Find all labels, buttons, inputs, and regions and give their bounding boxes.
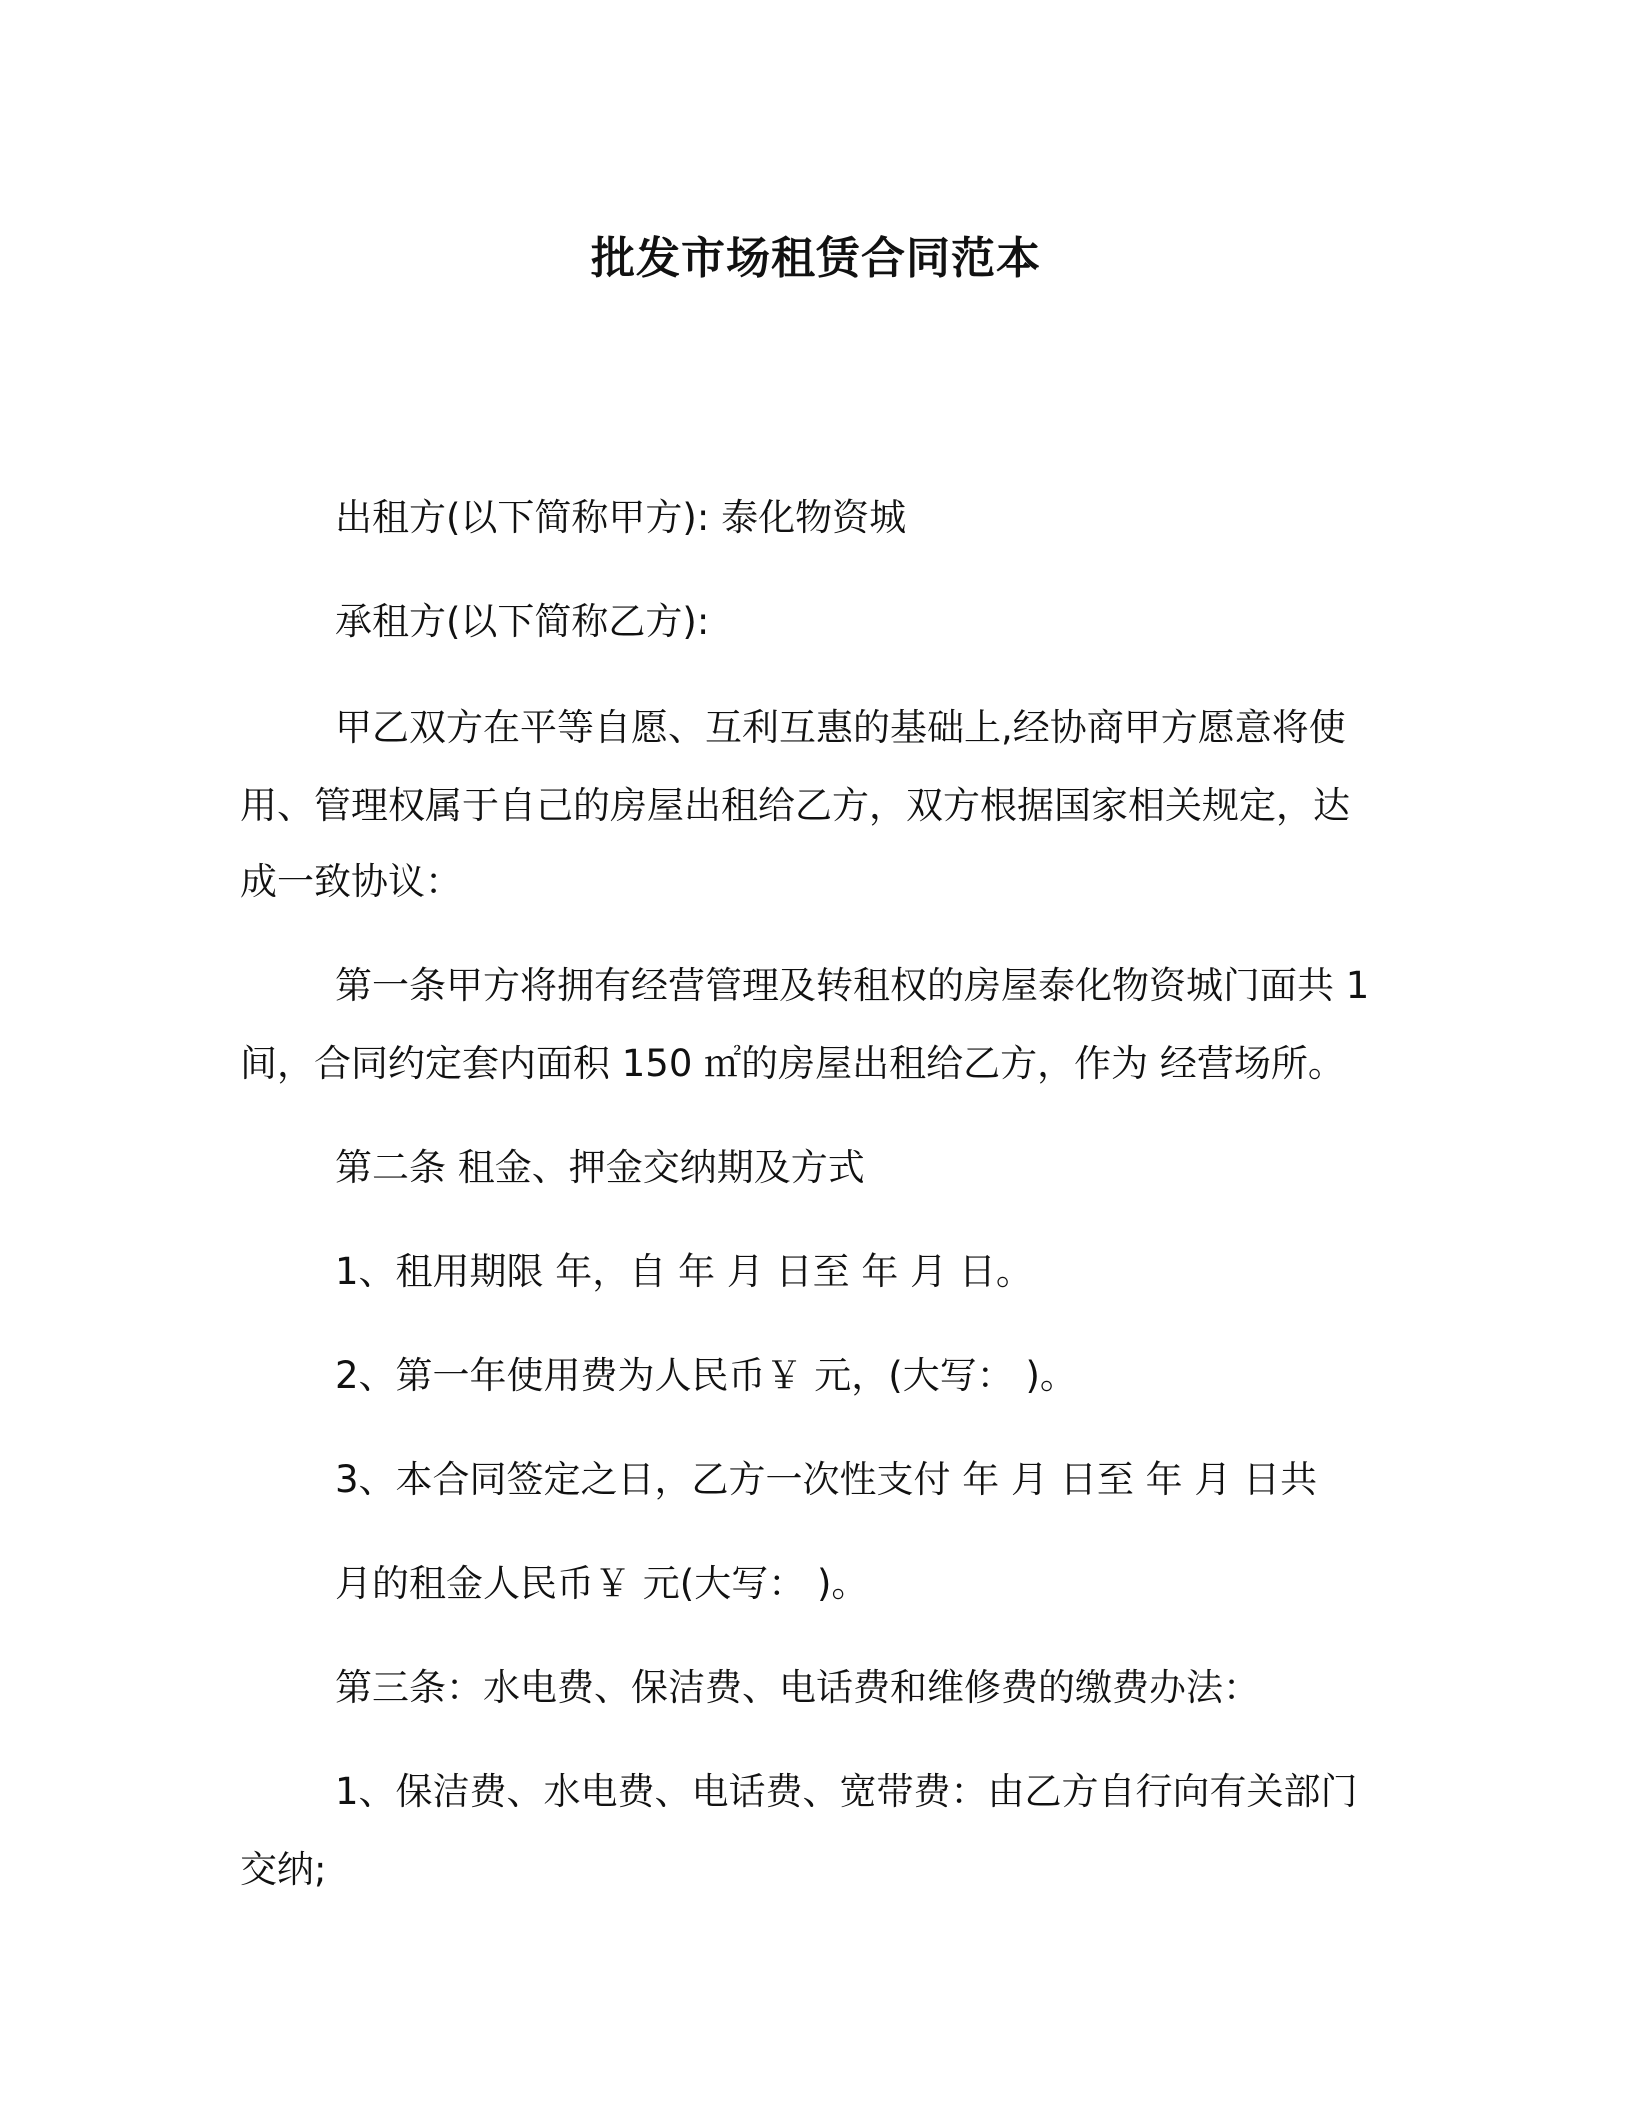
- article-3-item-1-line-2: 交纳;: [240, 1848, 327, 1891]
- article-2-item-1: 1、租用期限 年，自 年 月 日至 年 月 日。: [335, 1250, 1033, 1293]
- preamble-line-3: 成一致协议：: [240, 860, 462, 903]
- preamble-line-1: 甲乙双方在平等自愿、互利互惠的基础上,经协商甲方愿意将使: [335, 706, 1346, 749]
- article-2-item-3-line-1: 3、本合同签定之日，乙方一次性支付 年 月 日至 年 月 日共: [335, 1458, 1318, 1501]
- lessee-line: 承租方(以下简称乙方):: [335, 600, 710, 643]
- article-3-heading: 第三条：水电费、保洁费、电话费和维修费的缴费办法：: [335, 1666, 1260, 1709]
- document-title: 批发市场租赁合同范本: [591, 233, 1041, 284]
- article-2-heading: 第二条 租金、押金交纳期及方式: [335, 1146, 865, 1189]
- lessor-line: 出租方(以下简称甲方): 泰化物资城: [335, 496, 907, 539]
- article-2-item-2: 2、第一年使用费为人民币￥ 元，(大写： )。: [335, 1354, 1077, 1397]
- article-2-item-3-line-2: 月的租金人民币￥ 元(大写： )。: [335, 1562, 869, 1605]
- article-3-item-1-line-1: 1、保洁费、水电费、电话费、宽带费：由乙方自行向有关部门: [335, 1770, 1358, 1813]
- article-1-line-1: 第一条甲方将拥有经营管理及转租权的房屋泰化物资城门面共 1: [335, 964, 1370, 1007]
- preamble-line-2: 用、管理权属于自己的房屋出租给乙方，双方根据国家相关规定，达: [240, 784, 1350, 827]
- article-1-line-2: 间，合同约定套内面积 150 ㎡的房屋出租给乙方，作为 经营场所。: [240, 1042, 1345, 1085]
